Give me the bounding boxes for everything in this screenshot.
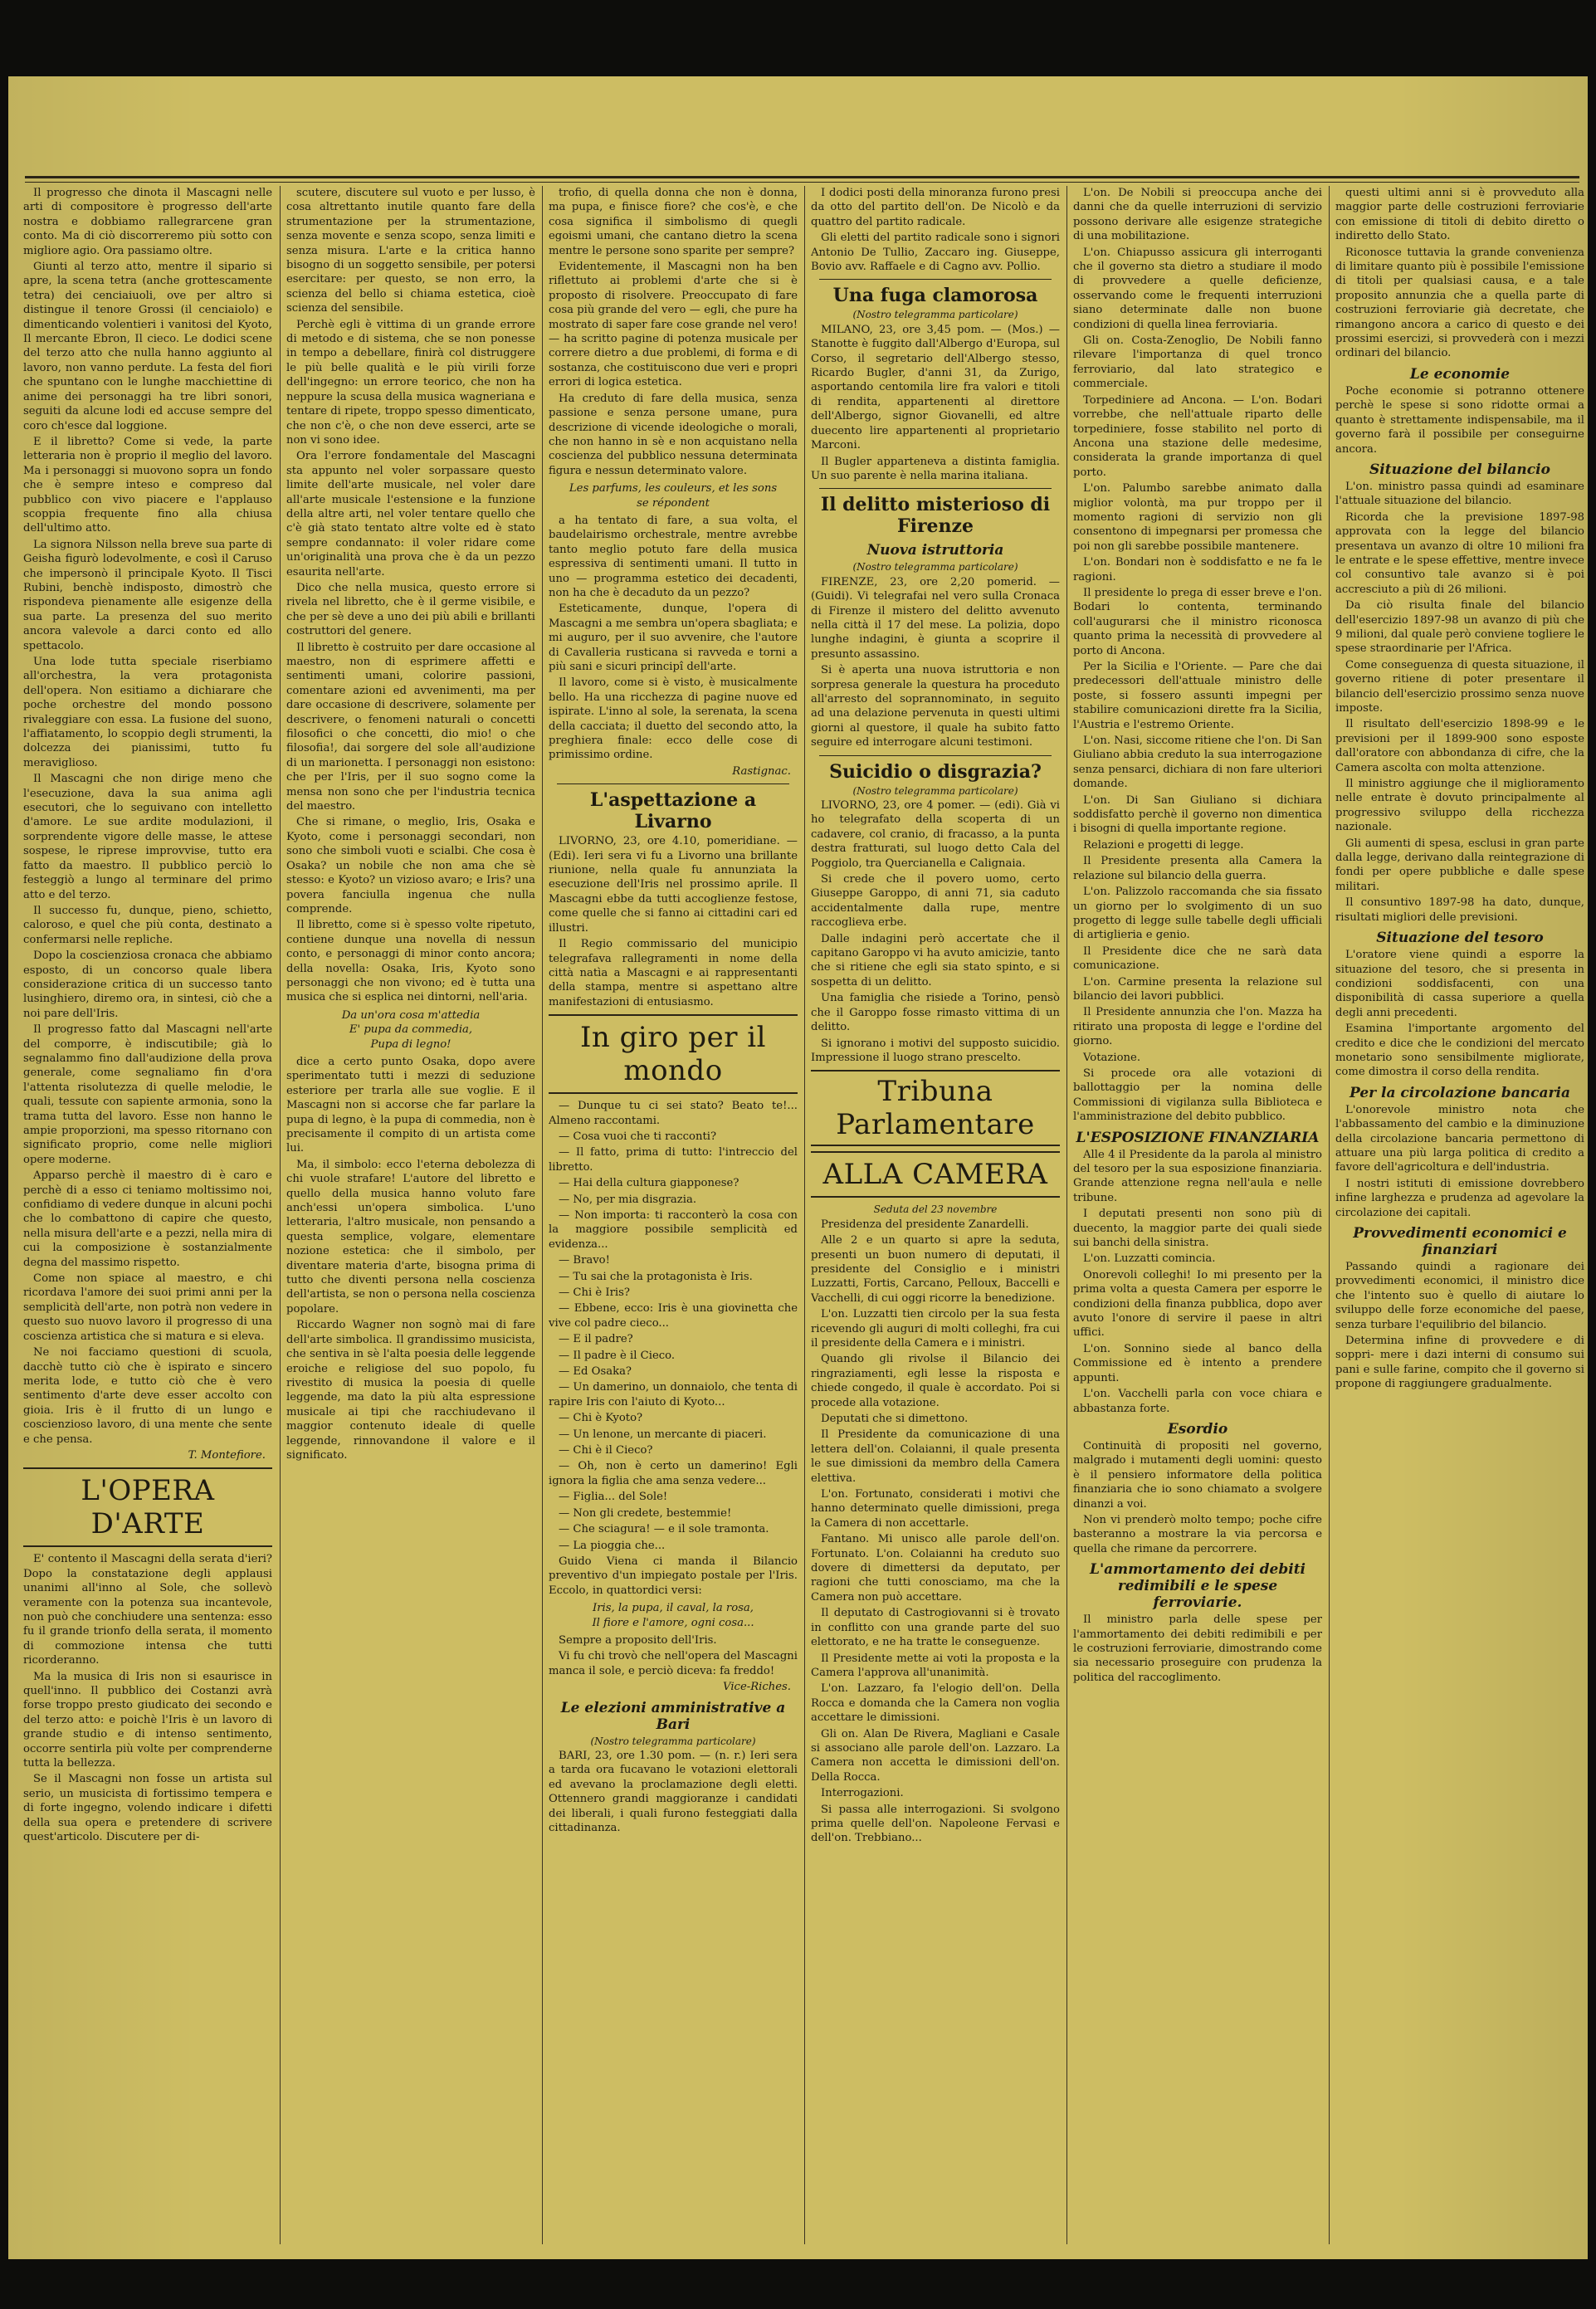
column-divider (542, 186, 543, 2244)
paragraph: — Non importa: ti racconterò la cosa con la maggiore possibile semplicità ed evidenza... (549, 1208, 798, 1251)
paragraph: Il Presidente mette ai voti la proposta e la Camera l'approva all'unanimità. (811, 1652, 1060, 1679)
article-headline: Una fuga clamorosa (832, 285, 1038, 307)
paragraph: L'on. ministro passa quindi ad esaminare l'attuale situazione del bilancio. (1335, 480, 1584, 508)
article-subheadline: Le elezioni amministrative a Bari (560, 1699, 786, 1733)
paragraph: Il Mascagni che non dirige meno che l'esecuzione, dava la sua anima agli esecutori, che lo seguivano con intelletto d'amore. Le sue ardite modulazioni, il sorprendente vigore delle masse, le attese sospese, le riprese improvvise, tutto era fatto da maestro. Il pubblico perciò lo festeggiò a lungo al terminare del primo atto e del terzo. (23, 773, 272, 901)
column-divider (804, 186, 805, 2244)
paragraph: Il risultato dell'esercizio 1898-99 e le previsioni per il 1899-900 sono esposte dall'oratore con abbondanza di cifre, che la Camera ascolta con molta attenzione. (1335, 718, 1584, 774)
paragraph: L'on. Fortunato, considerati i motivi che hanno determinato quelle dimissioni, prega la Camera di non accettarle. (811, 1488, 1060, 1530)
verse-line: E' pupa da commedia, (349, 1023, 473, 1037)
paragraph: Votazione. (1083, 1051, 1141, 1064)
paragraph: Dico che nella musica, questo errore si rivela nel libretto, che è il germe visibile, e che per sè deve a uno dei più abili e brillanti costruttori del genere. (286, 581, 535, 638)
paragraph: L'on. Luzzatti comincia. (1083, 1252, 1216, 1266)
article-headline: In giro per il mondo (580, 1021, 766, 1088)
paragraph: L'on. Carmine presenta la relazione sul bilancio dei lavori pubblici. (1073, 975, 1322, 1003)
paragraph: Il libretto è costruito per dare occasione al maestro, non di esprimere affetti e sentimenti umani, colorire passioni, comentare azioni ed avvenimenti, ma per dare occasione di descrivere, solamente per descrivere, o fenomeni naturali o concetti filosofici o che concetti, dio mio! o che filosofia!, dai sorgere del sole all'audizione di un marionetta. I personaggi non esistono: che per l'Iris, per il suo sogno come la mensa non sono che per l'industria tecnica del maestro. (286, 641, 535, 813)
paragraph: Gli aumenti di spesa, esclusi in gran parte dalla legge, derivano dalla reintegrazione di fondi per opere pubbliche e dalle spese militari. (1335, 837, 1584, 893)
dispatch-note: (Nostro telegramma particolare) (852, 561, 1018, 574)
article-headline: L'aspettazione a Livarno (589, 789, 757, 833)
paragraph: — Non gli credete, bestemmie! (559, 1506, 732, 1520)
column-4 (811, 186, 1060, 2244)
paragraph: Quando gli rivolse il Bilancio dei ringraziamenti, egli lesse la risposta e chiede congedo, il quale è accordato. Poi si procede alla votazione. (811, 1353, 1060, 1409)
paragraph: Il Presidente annunzia che l'on. Mazza ha ritirato una proposta di legge e l'ordine del giorno. (1073, 1006, 1322, 1048)
paragraph: L'on. Bondari non è soddisfatto e ne fa le ragioni. (1073, 556, 1322, 583)
paragraph: dice a certo punto Osaka, dopo avere sperimentato tutti i mezzi di seduzione esteriore per trarla alle sue voglie. E il Mascagni non si accorse che far parlare la pupa di legno, è la pupa di commedia, non è precisamente il compito di un artista come lui. (286, 1055, 535, 1155)
paragraph: — E il padre? (559, 1333, 633, 1346)
dispatch-note: (Nostro telegramma particolare) (852, 309, 1018, 321)
paragraph: Il successo fu, dunque, pieno, schietto, caloroso, e quel che più conta, destinato a confermarsi nelle repliche. (23, 904, 272, 946)
column-1 (23, 186, 272, 2244)
paragraph: L'on. De Nobili si preoccupa anche dei danni che da quelle interruzioni di servizio possono derivare alle esigenze strategiche di una mobilitazione. (1073, 187, 1322, 243)
article-headline: ALLA CAMERA (822, 1158, 1048, 1192)
column-3 (549, 186, 798, 2244)
paragraph: Il Presidente da comunicazione di una lettera dell'on. Colaianni, il quale presenta le sue dimissioni da membro della Camera elettiva. (811, 1428, 1060, 1485)
paragraph: Gli on. Alan De Rivera, Magliani e Casale si associano alle parole dell'on. Lazzaro. La Camera non accetta le dimissioni dell'on. Della Rocca. (811, 1727, 1060, 1784)
paragraph: — La pioggia che... (559, 1539, 666, 1552)
verse-line: Les parfums, les couleurs, et les sons (569, 482, 778, 495)
paragraph: Gli eletti del partito radicale sono i signori Antonio De Tullio, Zaccaro ing. Giuseppe, Bovio avv. Raffaele e di Cagno avv. Pollio. (811, 232, 1060, 274)
paragraph: a ha tentato di fare, a sua volta, el baudelairismo orchestrale, mentre avrebbe tanto meglio potuto fare della musica espressiva di sentimenti umani. Il tutto in uno — programma estetico dei decadenti, non ha che è decaduto da un pezzo? (549, 514, 798, 599)
paragraph: — Un damerino, un donnaiolo, che tenta di rapire Iris con l'aiuto di Kyoto... (549, 1381, 798, 1408)
paragraph: Ne noi facciamo questioni di scuola, dacchè tutto ciò che è ispirato e sincero merita lode, e tutto ciò che è vero sentimento d'arte deve esser accolto con gioia. Iris è il frutto di un lungo e coscienzioso lavoro, di una mente che sente e che pensa. (23, 1346, 272, 1446)
paragraph: Il presidente lo prega di esser breve e l'on. Bodari lo contenta, terminando coll'augurarsi che il ministro riconosca quanto prima la necessità di provvedere al porto di Ancona. (1073, 586, 1322, 657)
paragraph: L'on. Chiapusso assicura gli interroganti che il governo sta dietro a studiare il modo di provvedere a quelle deficienze, osservando come le frequenti interruzioni siano determinate dalle non buone condizioni di quella linea ferroviaria. (1073, 246, 1322, 331)
heading-rule (549, 1092, 798, 1094)
paragraph: BARI, 23, ore 1.30 pom. — (n. r.) Ieri sera a tarda ora fucavano le votazioni elettorali ed avevano la proclamazione degli eletti. Ottennero grandi maggioranze i candidati dei liberali, i quali furono festeggiati dalla cittadinanza. (549, 1749, 798, 1834)
paragraph: — Bravo! (559, 1254, 610, 1267)
verse-block (549, 481, 798, 510)
paragraph: scutere, discutere sul vuoto e per lusso, è cosa altrettanto inutile quanto fare della strumentazione per la strumentazione, senza movente e senza scopo, senza limiti e senza misura. L'arte e la critica hanno bisogno di un soggetto sensibile, per potersi esercitare: per questo, se non erro, la scienza del bello si chiama estetica, cioè scienza del sensibile. (286, 187, 535, 315)
author-signature: T. Montefiore. (188, 1448, 266, 1462)
heading-rule (819, 488, 1052, 489)
paragraph: Sempre a proposito dell'Iris. (559, 1633, 717, 1647)
paragraph: Il progresso fatto dal Mascagni nell'arte del comporre, è indiscutibile; già lo segnalammo fino dall'audizione della prova generale, come segnaliamo fin d'ora l'attenta risolutezza di quelle melodie, le quali, tessute con sapiente armonia, sono la trama tutta del lavoro. Esse non hanno le ampie proporzioni, ma spesso ritornano con significato proprio, come nelle migliori opere moderne. (23, 1023, 272, 1166)
paragraph: Si crede che il povero uomo, certo Giuseppe Garoppo, di anni 71, sia caduto accidentalmente dalla rupe, mentre raccoglieva erbe. (811, 873, 1060, 930)
paragraph: — Il fatto, prima di tutto: l'intreccio del libretto. (549, 1146, 798, 1174)
column-divider (280, 186, 281, 2244)
paragraph: — Un lenone, un mercante di piaceri. (559, 1428, 767, 1441)
paragraph: — Ebbene, ecco: Iris è una giovinetta che vive col padre cieco... (549, 1302, 798, 1330)
paragraph: Il Regio commissario del municipio telegrafava rallegramenti in nome della città natìa a Mascagni e ai rappresentanti della stampa, mentre si aspettano altre manifestazioni di entusiasmo. (549, 938, 798, 1008)
verse-line: Da un'ora cosa m'attedia (341, 1008, 481, 1022)
paragraph: Fantano. Mi unisco alle parole dell'on. Fortunato. L'on. Colaianni ha creduto suo dovere di dimettersi da deputato, per ragioni che tutti conosciamo, ma che la Camera non può accettare. (811, 1533, 1060, 1604)
paragraph: MILANO, 23, ore 3,45 pom. — (Mos.) — Stanotte è fuggito dall'Albergo d'Europa, sul Corso, il segretario dell'Albergo stesso, Ricardo Bugler, d'anni 31, da Zurigo, asportando centomila lire fra valori e titoli di rendita, appartenenti al direttore dell'Albergo, signor Giovanelli, ed altre duecento lire appartenenti al proprietario Marconi. (811, 323, 1060, 452)
paragraph: La signora Nilsson nella breve sua parte di Geisha figurò lodevolmente, e così il Caruso che impersonò il principale Kyoto. Il Tisci Rubini, benchè indisposto, dimostrò che rispondeva pienamente alle esigenze della sua parte. La presenza del suo merito ancora valevole a darci conto ed allo spettacolo. (23, 538, 272, 652)
paragraph: Se il Mascagni non fosse un artista sul serio, un musicista di fortissimo tempera e di forte ingegno, volendo indicare i difetti della sua opera e pretendere di scrivere quest'articolo. Discutere per di- (23, 1773, 272, 1844)
paragraph: Il Bugler apparteneva a distinta famiglia. Un suo parente è nella marina italiana. (811, 455, 1060, 482)
paragraph: Dalle indagini però accertate che il capitano Garoppo vi ha avuto amicizie, tanto che si ritiene che egli sia stato spinto, e si sospetta di un delitto. (811, 932, 1060, 989)
header-rule-thin (25, 182, 1579, 183)
paragraph: — Chi è Iris? (559, 1286, 630, 1299)
author-signature: Rastignac. (732, 764, 791, 778)
paragraph: Poche economie si potranno ottenere perchè le spese si sono ridotte ormai a quanto è strettamente indispensabile, ma il governo farà il possibile per conseguirne ancora. (1335, 384, 1584, 456)
paragraph: Il progresso che dinota il Mascagni nelle arti di compositore è progresso dell'arte nostra e dobbiamo rallegrarcene gran conto. Ma di ciò discorreremo più sotto con migliore agio. Ora passiamo oltre. (23, 187, 272, 257)
paragraph: L'on. Palumbo sarebbe animato dalla miglior volontà, ma pur troppo per il momento ragioni di servizio non gli consentono di impegnarsi per promessa che poi non gli sarebbe possibile mantenere. (1073, 482, 1322, 553)
paragraph: Continuità di propositi nel governo, malgrado i mutamenti degli uomini: questo è il pensiero informatore della politica finanziaria che io sono chiamato a svolgere dinanzi a voi. (1073, 1439, 1322, 1511)
paragraph: Si procede ora alle votazioni di ballottaggio per la nomina delle Commissioni di vigilanza sulla Biblioteca e l'amministrazione del debito pubblico. (1073, 1067, 1322, 1124)
paragraph: Il ministro parla delle spese per l'ammortamento dei debiti redimibili e per le costruzioni ferroviarie, dimostrando come sia necessario proseguire con prudenza la politica del raccoglimento. (1073, 1613, 1322, 1684)
paragraph: Ma, il simbolo: ecco l'eterna debolezza di chi vuole strafare! L'autore del libretto e quello della musica hanno voluto fare anch'essi un'opera simbolica. L'uno letteraria, l'altro musicale, non pensando a questa semplice, volgare, elementare nozione estetica: che il simbolo, per diventare materia d'arte, bisogna prima di tutto che diventi persona nella coscienza dell'artista, se non o persona nella coscienza popolare. (286, 1158, 535, 1316)
paragraph: Apparso perchè il maestro di è caro e perchè di a esso ci teniamo moltissimo noi, confidiamo di vedere dunque in alcuni pochi che lo combattono di capire che questo, nella misura dell'arte e a pezzi, nella mira di cui la composizione è sostanzialmente degna del massimo rispetto. (23, 1169, 272, 1269)
paragraph: E il libretto? Come si vede, la parte letteraria non è proprio il meglio del lavoro. Ma i personaggi si muovono sopra un fondo che è sempre inteso e compreso dal pubblico con vivo piacere e l'applauso scoppia frequente fino alla chiusa dell'ultimo atto. (23, 435, 272, 535)
paragraph: L'on. Di San Giuliano si dichiara soddisfatto perchè il governo non dimentica i bisogni di quella importante regione. (1073, 793, 1322, 836)
paragraph: — Figlia... del Sole! (559, 1491, 668, 1504)
verse-line: Pupa di legno! (370, 1037, 451, 1051)
paragraph: Torpediniere ad Ancona. — L'on. Bodari vorrebbe, che nell'attuale riparto delle torpediniere, fosse stabilito nel porto di Ancona una stazione delle medesime, considerata la grande importanza di quel porto. (1073, 393, 1322, 479)
article-subheadline: Nuova istruttoria (866, 542, 1004, 559)
paragraph: Dopo la coscienziosa cronaca che abbiamo esposto, di un concorso quale libera considerazione critica di un successo tanto lusinghiero, diremo ora, in sintesi, ciò che a noi pare dell'Iris. (23, 949, 272, 1020)
heading-rule (819, 755, 1052, 756)
paragraph: FIRENZE, 23, ore 2,20 pomerid. — (Guidi). Vi telegrafai nel vero sulla Cronaca di Firenze il mistero del delitto avvenuto nella città il 17 del mese. La polizia, dopo lunghe indagini, è giunta a scoprire il presunto assassino. (811, 575, 1060, 661)
column-divider (1329, 186, 1330, 2244)
paragraph: — No, per mia disgrazia. (559, 1193, 697, 1206)
paragraph: — Il padre è il Cieco. (559, 1349, 676, 1362)
paragraph: I nostri istituti di emissione dovrebbero infine larghezza e prudenza ad agevolare la circolazione dei capitali. (1335, 1177, 1584, 1219)
paragraph: Si ignorano i motivi del supposto suicidio. Impressione il luogo strano prescelto. (811, 1037, 1060, 1064)
paragraph: Riccardo Wagner non sognò mai di fare dell'arte simbolica. Il grandissimo musicista, che sentiva in sè l'alta poesia delle leggende eroiche e religiose del suo popolo, fu rivestito di musica la poesia di quelle leggende, ma dato la più alta espressione musicale ai tipi che racchiudevano il maggior contenuto ideale di quelle leggende, rinnovandone il valore e il significato. (286, 1319, 535, 1462)
dispatch-note: (Nostro telegramma particolare) (852, 784, 1018, 797)
paragraph: Una famiglia che risiede a Torino, pensò che il Garoppo fosse rimasto vittima di un delitto. (811, 992, 1060, 1034)
article-subheadline: Provvedimenti economici e finanziari (1353, 1225, 1567, 1258)
paragraph: Ha creduto di fare della musica, senza passione e senza persone umane, pura descrizione di vicende ideologiche o morali, che non hanno in sè e non acquistano nella coscienza del pubblico nessuna determinata figura e nessun determinato valore. (549, 392, 798, 477)
paragraph: — Dunque tu ci sei stato? Beato te!... Almeno raccontami. (549, 1100, 798, 1127)
paragraph: Il Presidente dice che ne sarà data comunicazione. (1073, 945, 1322, 973)
paragraph: Perchè egli è vittima di un grande errore di metodo e di sistema, che se non ponesse in tempo a debellare, finirà col distruggere le più belle qualità e le più virili forze dell'ingegno: un errore teorico, che non ha neppure la scusa della musica wagneriana e tentare di ripete, troppo spesso dimenticato, che non c'è, o che non deve esserci, arte se non vi sono idee. (286, 318, 535, 447)
paragraph: Guido Viena ci manda il Bilancio preventivo d'un impiegato postale per l'Iris. Eccolo, in quattordici versi: (549, 1555, 798, 1597)
paragraph: Il Presidente presenta alla Camera la relazione sul bilancio della guerra. (1073, 855, 1322, 882)
paragraph: Il libretto, come si è spesso volte ripetuto, contiene dunque una novella di nessun conto, e personaggi di minor conto ancora; della novella: Osaka, Iris, Kyoto sono personaggi che non vivono; ed è tutta una musica che si esplica nei dintorni, nell'aria. (286, 919, 535, 1004)
column-5 (1073, 186, 1322, 2244)
verse-line: Iris, la pupa, il caval, la rosa, (593, 1602, 754, 1615)
column-6 (1335, 186, 1584, 2244)
column-2 (286, 186, 535, 2244)
paragraph: L'on. Vacchelli parla con voce chiara e abbastanza forte. (1073, 1388, 1322, 1415)
paragraph: Come conseguenza di questa situazione, il governo ritiene di poter presentare il bilancio dell'esercizio prossimo senza nuove imposte. (1335, 658, 1584, 715)
paragraph: L'onorevole ministro nota che l'abbassamento del cambio e la diminuzione della circolazione bancaria permettono di attuare una più larga politica di credito a favore dell'agricoltura e dell'industria. (1335, 1103, 1584, 1174)
newspaper-page (8, 76, 1588, 2259)
paragraph: Come non spiace al maestro, e chi ricordava l'amore dei suoi primi anni per la semplicità dell'arte, non potrà non vedere in questo suo nuovo lavoro il progresso di una coscienza artistica che si matura e si eleva. (23, 1272, 272, 1343)
article-headline: Il delitto misterioso di Firenze (820, 494, 1051, 538)
paragraph: Vi fu chi trovò che nell'opera del Mascagni manca il sole, e perciò diceva: fa freddo! (549, 1650, 798, 1677)
paragraph: I deputati presenti non sono più di duecento, la maggior parte dei quali siede sui banchi della sinistra. (1073, 1208, 1322, 1250)
paragraph: L'on. Sonnino siede al banco della Commissione ed è intento a prendere appunti. (1073, 1342, 1322, 1384)
paragraph: Alle 4 il Presidente da la parola al ministro del tesoro per la sua esposizione finanziaria. Grande attenzione regna nell'aula e nelle tribune. (1073, 1148, 1322, 1204)
paragraph: Esteticamente, dunque, l'opera di Mascagni a me sembra un'opera sbagliata; e mi auguro, per il suo avvenire, che l'autore di Cavalleria rusticana si ravveda e torni a più sani e sicuri principî dell'arte. (549, 603, 798, 673)
verse-line: se répondent (637, 496, 710, 510)
article-subheadline: Le economie (1409, 365, 1511, 383)
heading-rule (811, 1151, 1060, 1153)
verse-line: Il fiore e l'amore, ogni cosa... (592, 1616, 754, 1629)
heading-rule (557, 783, 789, 784)
article-subheadline: Situazione del tesoro (1376, 930, 1544, 947)
paragraph: Determina infine di provvedere e di soppri- mere i dazi interni di consumo sui pani e sulle farine, compito che il governo si propone di raggiungere gradualmente. (1335, 1335, 1584, 1391)
paragraph: L'on. Nasi, siccome ritiene che l'on. Di San Giuliano abbia creduto la sua interrogazione senza pensarci, dichiara di non fare ulteriori domande. (1073, 735, 1322, 791)
heading-rule (23, 1545, 272, 1547)
paragraph: Riconosce tuttavia la grande convenienza di limitare quanto più è possibile l'emissione di titoli per qualsiasi causa, e a tale proposito annunzia che a quella parte di costruzioni ferroviarie già decretate, che rimangono ancora a carico di questo e dei prossimi esercizi, si provvederà con i mezzi ordinari del bilancio. (1335, 246, 1584, 360)
paragraph: Alle 2 e un quarto si apre la seduta, presenti un buon numero di deputati, il presidente del Consiglio e i ministri Luzzatti, Fortis, Carcano, Pelloux, Baccelli e Vacchelli, di cui oggi ricorre la benedizione. (811, 1234, 1060, 1305)
paragraph: Il consuntivo 1897-98 ha dato, dunque, risultati migliori delle previsioni. (1335, 896, 1584, 924)
paragraph: Ora l'errore fondamentale del Mascagni sta appunto nel voler sorpassare questo limite dell'arte musicale, nel voler dare all'arte musicale l'estensione e la funzione della altre arti, nel voler tentare quello che c'è già stato tentato altre volte ed è stato sempre condannato: il voler ridare come un'originalità una prova che è da un pezzo esaurita nell'arte. (286, 450, 535, 578)
paragraph: L'on. Lazzaro, fa l'elogio dell'on. Della Rocca e domanda che la Camera non voglia accettare le dimissioni. (811, 1682, 1060, 1725)
paragraph: Onorevoli colleghi! Io mi presento per la prima volta a questa Camera per esporre le condizioni della finanza pubblica, dopo aver avuto l'onore di servire il paese in altri uffici. (1073, 1268, 1322, 1340)
heading-rule (819, 279, 1052, 280)
paragraph: L'on. Luzzatti tien circolo per la sua festa ricevendo gli auguri di molti colleghi, fra cui il presidente della Camera e i ministri. (811, 1308, 1060, 1350)
paragraph: — Chi è il Cieco? (559, 1444, 653, 1457)
paragraph: — Cosa vuoi che ti racconti? (559, 1130, 717, 1143)
dispatch-note: Seduta del 23 novembre (873, 1203, 998, 1216)
paragraph: Deputati che si dimettono. (821, 1413, 969, 1425)
paragraph: L'on. Palizzolo raccomanda che sia fissato un giorno per lo svolgimento di un suo progetto di legge sulle tabelle degli ufficiali di artiglieria e genio. (1073, 886, 1322, 942)
paragraph: Passando quindi a ragionare dei provvedimenti economici, il ministro dice che l'intento suo è quello di aiutare lo sviluppo delle forze economiche del paese, senza turbare l'equilibrio del bilancio. (1335, 1261, 1584, 1331)
paragraph: — Chi è Kyoto? (559, 1412, 643, 1425)
paragraph: Si è aperta una nuova istruttoria e non sorpresa generale la questura ha proceduto all'arresto del soprannominato, in seguito ad una delazione pervenuta in questi ultimi giorni al questore, il quale ha subito fatto seguire ed interrogare alcuni testimoni. (811, 664, 1060, 749)
paragraph: Gli on. Costa-Zenoglio, De Nobili fanno rilevare l'importanza di quel tronco ferroviario, dal lato strategico e commerciale. (1073, 334, 1322, 391)
verse-block (286, 1008, 535, 1052)
paragraph: — Ed Osaka? (559, 1365, 632, 1379)
paragraph: Relazioni e progetti di legge. (1083, 838, 1244, 852)
paragraph: Il lavoro, come si è visto, è musicalmente bello. Ha una ricchezza di pagine nuove ed ispirate. L'inno al sole, la serenata, la scena della cacciata; il duetto del secondo atto, la preghiera finale: ecco delle cose di primissimo ordine. (549, 676, 798, 762)
paragraph: Non vi prenderò molto tempo; poche cifre basteranno a mostrare la via percorsa e quella che rimane da percorrere. (1073, 1513, 1322, 1555)
author-signature: Vice-Riches. (723, 1681, 791, 1694)
paragraph: L'oratore viene quindi a esporre la situazione del tesoro, che si presenta in condizioni soddisfacenti, con una disponibilità di cassa superiore a quella degli anni precedenti. (1335, 949, 1584, 1019)
article-subheadline: L'ammortamento dei debiti redimibili e le spese ferroviarie. (1089, 1561, 1306, 1612)
paragraph: Il ministro aggiunge che il miglioramento nelle entrate è dovuto principalmente al progressivo sviluppo della ricchezza nazionale. (1335, 778, 1584, 834)
paragraph: Esamina l'importante argomento del credito e dice che le condizioni del mercato monetario sono sensibilmente migliorate, come dimostra il corso della rendita. (1335, 1023, 1584, 1079)
paragraph: Da ciò risulta finale del bilancio dell'esercizio 1897-98 un avanzo di più che 9 milioni, dal quale però conviene togliere le spese straordinarie per l'Africa. (1335, 599, 1584, 656)
paragraph: Ma la musica di Iris non si esaurisce in quell'inno. Il pubblico dei Costanzi avrà forse troppo presto giudicato dei secondo e del terzo atto: e poichè l'Iris è un lavoro di grande studio e di intenso sentimento, occorre sentirla più volte per comprenderne tutta la bellezza. (23, 1670, 272, 1770)
article-subheadline: Per la circolazione bancaria (1350, 1084, 1570, 1101)
heading-rule (23, 1467, 272, 1469)
paragraph: Giunti al terzo atto, mentre il sipario si apre, la scena tetra (anche grottescamente tetra) dei cenciaiuoli, ove per altro si distingue il tenore Grossi (il cenciaiolo) e dimenticando volentieri i vanitosi del Kyoto, Il mercante Ebron, Il cieco. Le dodici scene del terzo atto che nulla hanno aggiunto al lavoro, non vanno perdute. La festa del fiori che spuntano con le lunghe macchiettine di anime dei personaggi ha tre libri sonori, seguiti da alcune lodi ed accuse sempre del coro ch'esce dal loggione. (23, 261, 272, 432)
paragraph: questi ultimi anni si è provveduto alla maggior parte delle costruzioni ferroviarie con emissione di titoli di debito diretto o indiretto dello Stato. (1335, 187, 1584, 243)
dispatch-note: (Nostro telegramma particolare) (590, 1735, 756, 1747)
article-headline: L'OPERA D'ARTE (81, 1474, 215, 1541)
paragraph: Che si rimane, o meglio, Iris, Osaka e Kyoto, come i personaggi secondari, non sono che simboli vuoti e scialbi. Che cosa è Osaka? un nobile che non ama che sè stesso: e Kyoto? un vizioso avaro; e Iris? una povera fanciulla ingenua che nulla comprende. (286, 816, 535, 915)
header-rule (25, 176, 1579, 178)
paragraph: Una lode tutta speciale riserbiamo all'orchestra, la vera protagonista dell'opera. Non esitiamo a dichiarare che poche orchestre del mondo possono rivaleggiare con essa. La fusione del suono, l'affiatamento, lo scoppio degli strumenti, la dolcezza dei pianissimi, tutto fu meraviglioso. (23, 656, 272, 769)
paragraph: — Tu sai che la protagonista è Iris. (559, 1270, 753, 1283)
heading-rule (549, 1014, 798, 1016)
article-subheadline: Situazione del bilancio (1369, 461, 1550, 478)
paragraph: Ricorda che la previsione 1897-98 approvata con la legge del bilancio presentava un avanzo di oltre 10 milioni fra le entrate e le spese effettive, mentre invece col consuntivo tale avanzo si è poi accresciuto a più di 26 milioni. (1335, 510, 1584, 596)
section-headline: Tribuna Parlamentare (811, 1070, 1060, 1146)
paragraph: E' contento il Mascagni della serata d'ieri? Dopo la constatazione degli applausi unanimi all'inno al Sole, che sollevò veramente con la potenza sua incantevole, non può che conchiudere una sentenza: esso fu il grande trionfo della serata, il momento di commozione intensa che tutti ricorderanno. (23, 1553, 272, 1667)
column-divider (1066, 186, 1067, 2244)
verse-block (549, 1601, 798, 1630)
heading-rule (811, 1196, 1060, 1198)
paragraph: LIVORNO, 23, ore 4.10, pomeridiane. — (Edi). Ieri sera vi fu a Livorno una brillante riunione, nella quale fu annunziata la esecuzione dell'Iris nel prossimo aprile. Il Mascagni ebbe da tutti accoglienze festose, come quelle che si fanno ai cittadini cari ed illustri. (549, 835, 798, 935)
paragraph: LIVORNO, 23, ore 4 pomer. — (edi). Già vi ho telegrafato della scoperta di un cadavere, col cranio, di fracasso, a la punta destra fratturati, sul luogo detto Cala del Poggiolo, tra Quercianella e Calignaia. (811, 799, 1060, 870)
paragraph: — Oh, non è certo un damerino! Egli ignora la figlia che ama senza vedere... (549, 1460, 798, 1487)
article-subheadline: Esordio (1167, 1420, 1228, 1438)
paragraph: trofio, di quella donna che non è donna, ma pupa, e finisce fiore? che cos'è, e che cosa significa il simbolismo di quegli egoismi umani, che cantano dietro la scena mentre le persone sono sparite per sempre? (549, 187, 798, 257)
paragraph: — Hai della cultura giapponese? (559, 1177, 739, 1190)
paragraph: Presidenza del presidente Zanardelli. (821, 1218, 1029, 1231)
article-headline: Suicidio o disgrazia? (829, 760, 1042, 783)
paragraph: Interrogazioni. (821, 1787, 904, 1800)
paragraph: I dodici posti della minoranza furono presi da otto del partito dell'on. De Nicolò e da quattro del partito radicale. (811, 187, 1060, 228)
paragraph: Si passa alle interrogazioni. Si svolgono prima quelle dell'on. Napoleone Fervasi e dell'on. Trebbiano... (811, 1803, 1060, 1845)
paragraph: Per la Sicilia e l'Oriente. — Pare che dai predecessori dell'attuale ministro delle poste, si fossero assunti impegni per stabilire comunicazioni dirette fra la Sicilia, l'Austria e l'estremo Oriente. (1073, 661, 1322, 731)
paragraph: Evidentemente, il Mascagni non ha ben riflettuto ai problemi d'arte che si è proposto di risolvere. Preoccupato di fare cosa più grande del vero — egli, che pure ha mostrato di saper fare cose grande nel vero! — ha scritto pagine di potenza musicale per correre dietro a due problemi, di forma e di sostanza, che costituiscono due veri e propri errori di logica estetica. (549, 261, 798, 389)
paragraph: Il deputato di Castrogiovanni si è trovato in conflitto con una grande parte del suo elettorato, e ne ha tratte le conseguenze. (811, 1607, 1060, 1649)
article-subheadline: L'ESPOSIZIONE FINANZIARIA (1076, 1129, 1320, 1146)
paragraph: — Che sciagura! — e il sole tramonta. (559, 1523, 769, 1536)
